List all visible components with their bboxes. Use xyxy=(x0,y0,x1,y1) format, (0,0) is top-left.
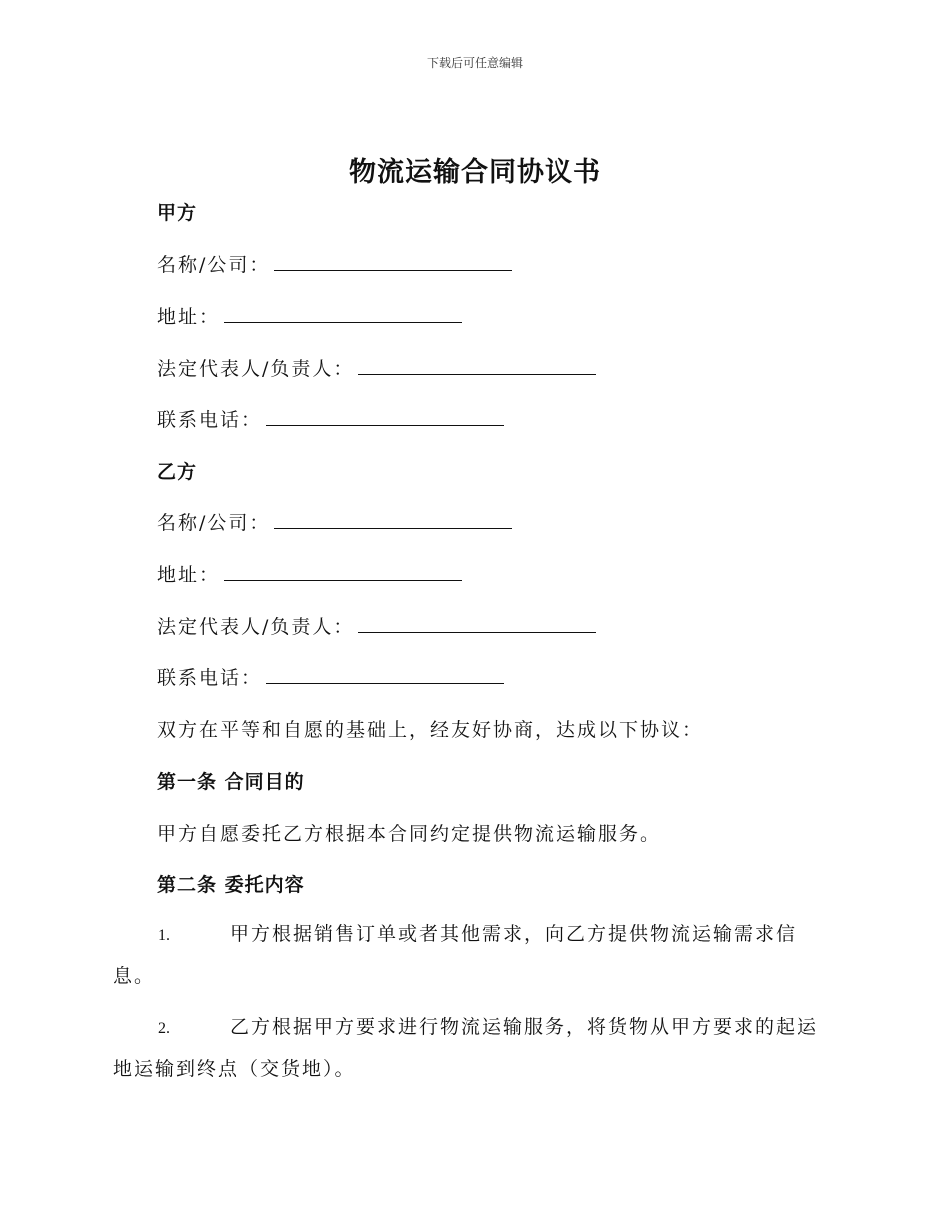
party-a-phone-blank[interactable] xyxy=(266,407,504,426)
party-a-name-row xyxy=(157,250,512,277)
item-number: 1. xyxy=(158,927,170,944)
intro-paragraph: 双方在平等和自愿的基础上，经友好协商，达成以下协议： xyxy=(157,719,704,741)
party-b-name-blank[interactable] xyxy=(274,510,512,529)
header-note: 下载后可任意编辑 xyxy=(426,56,523,70)
party-b-address-label: 地址： xyxy=(157,564,221,586)
item-text: 甲方根据销售订单或者其他需求，向乙方提供物流运输需求信息。 xyxy=(113,923,798,987)
party-b-phone-row xyxy=(157,663,504,690)
article1-body: 甲方自愿委托乙方根据本合同约定提供物流运输服务。 xyxy=(157,823,662,845)
article2-item xyxy=(113,1007,838,1090)
party-a-address-blank[interactable] xyxy=(224,304,462,323)
party-b-rep-blank[interactable] xyxy=(358,614,596,633)
party-b-rep-label: 法定代表人/负责人： xyxy=(157,616,355,638)
party-b-phone-label: 联系电话： xyxy=(157,667,263,689)
article2-heading: 第二条 委托内容 xyxy=(157,874,305,896)
party-b-heading: 乙方 xyxy=(157,461,198,483)
party-a-heading: 甲方 xyxy=(157,202,198,224)
party-a-address-row xyxy=(157,302,462,329)
party-b-address-blank[interactable] xyxy=(224,562,462,581)
party-a-phone-row xyxy=(157,405,504,432)
item-text: 乙方根据甲方要求进行物流运输服务，将货物从甲方要求的起运地运输到终点（交货地）。 xyxy=(113,1016,819,1080)
party-a-phone-label: 联系电话： xyxy=(157,409,263,431)
party-a-name-blank[interactable] xyxy=(274,252,512,271)
item-number: 2. xyxy=(158,1020,170,1037)
party-b-name-label: 名称/公司： xyxy=(157,512,271,534)
party-b-rep-row xyxy=(157,612,596,639)
party-a-rep-label: 法定代表人/负责人： xyxy=(157,358,355,380)
article2-item xyxy=(113,914,838,997)
party-a-rep-blank[interactable] xyxy=(358,356,596,375)
article1-heading: 第一条 合同目的 xyxy=(157,771,305,793)
party-a-rep-row xyxy=(157,354,596,381)
party-b-address-row xyxy=(157,560,462,587)
party-b-phone-blank[interactable] xyxy=(266,665,504,684)
party-a-address-label: 地址： xyxy=(157,306,221,328)
document-title: 物流运输合同协议书 xyxy=(349,157,601,188)
party-a-name-label: 名称/公司： xyxy=(157,254,271,276)
party-b-name-row xyxy=(157,508,512,535)
